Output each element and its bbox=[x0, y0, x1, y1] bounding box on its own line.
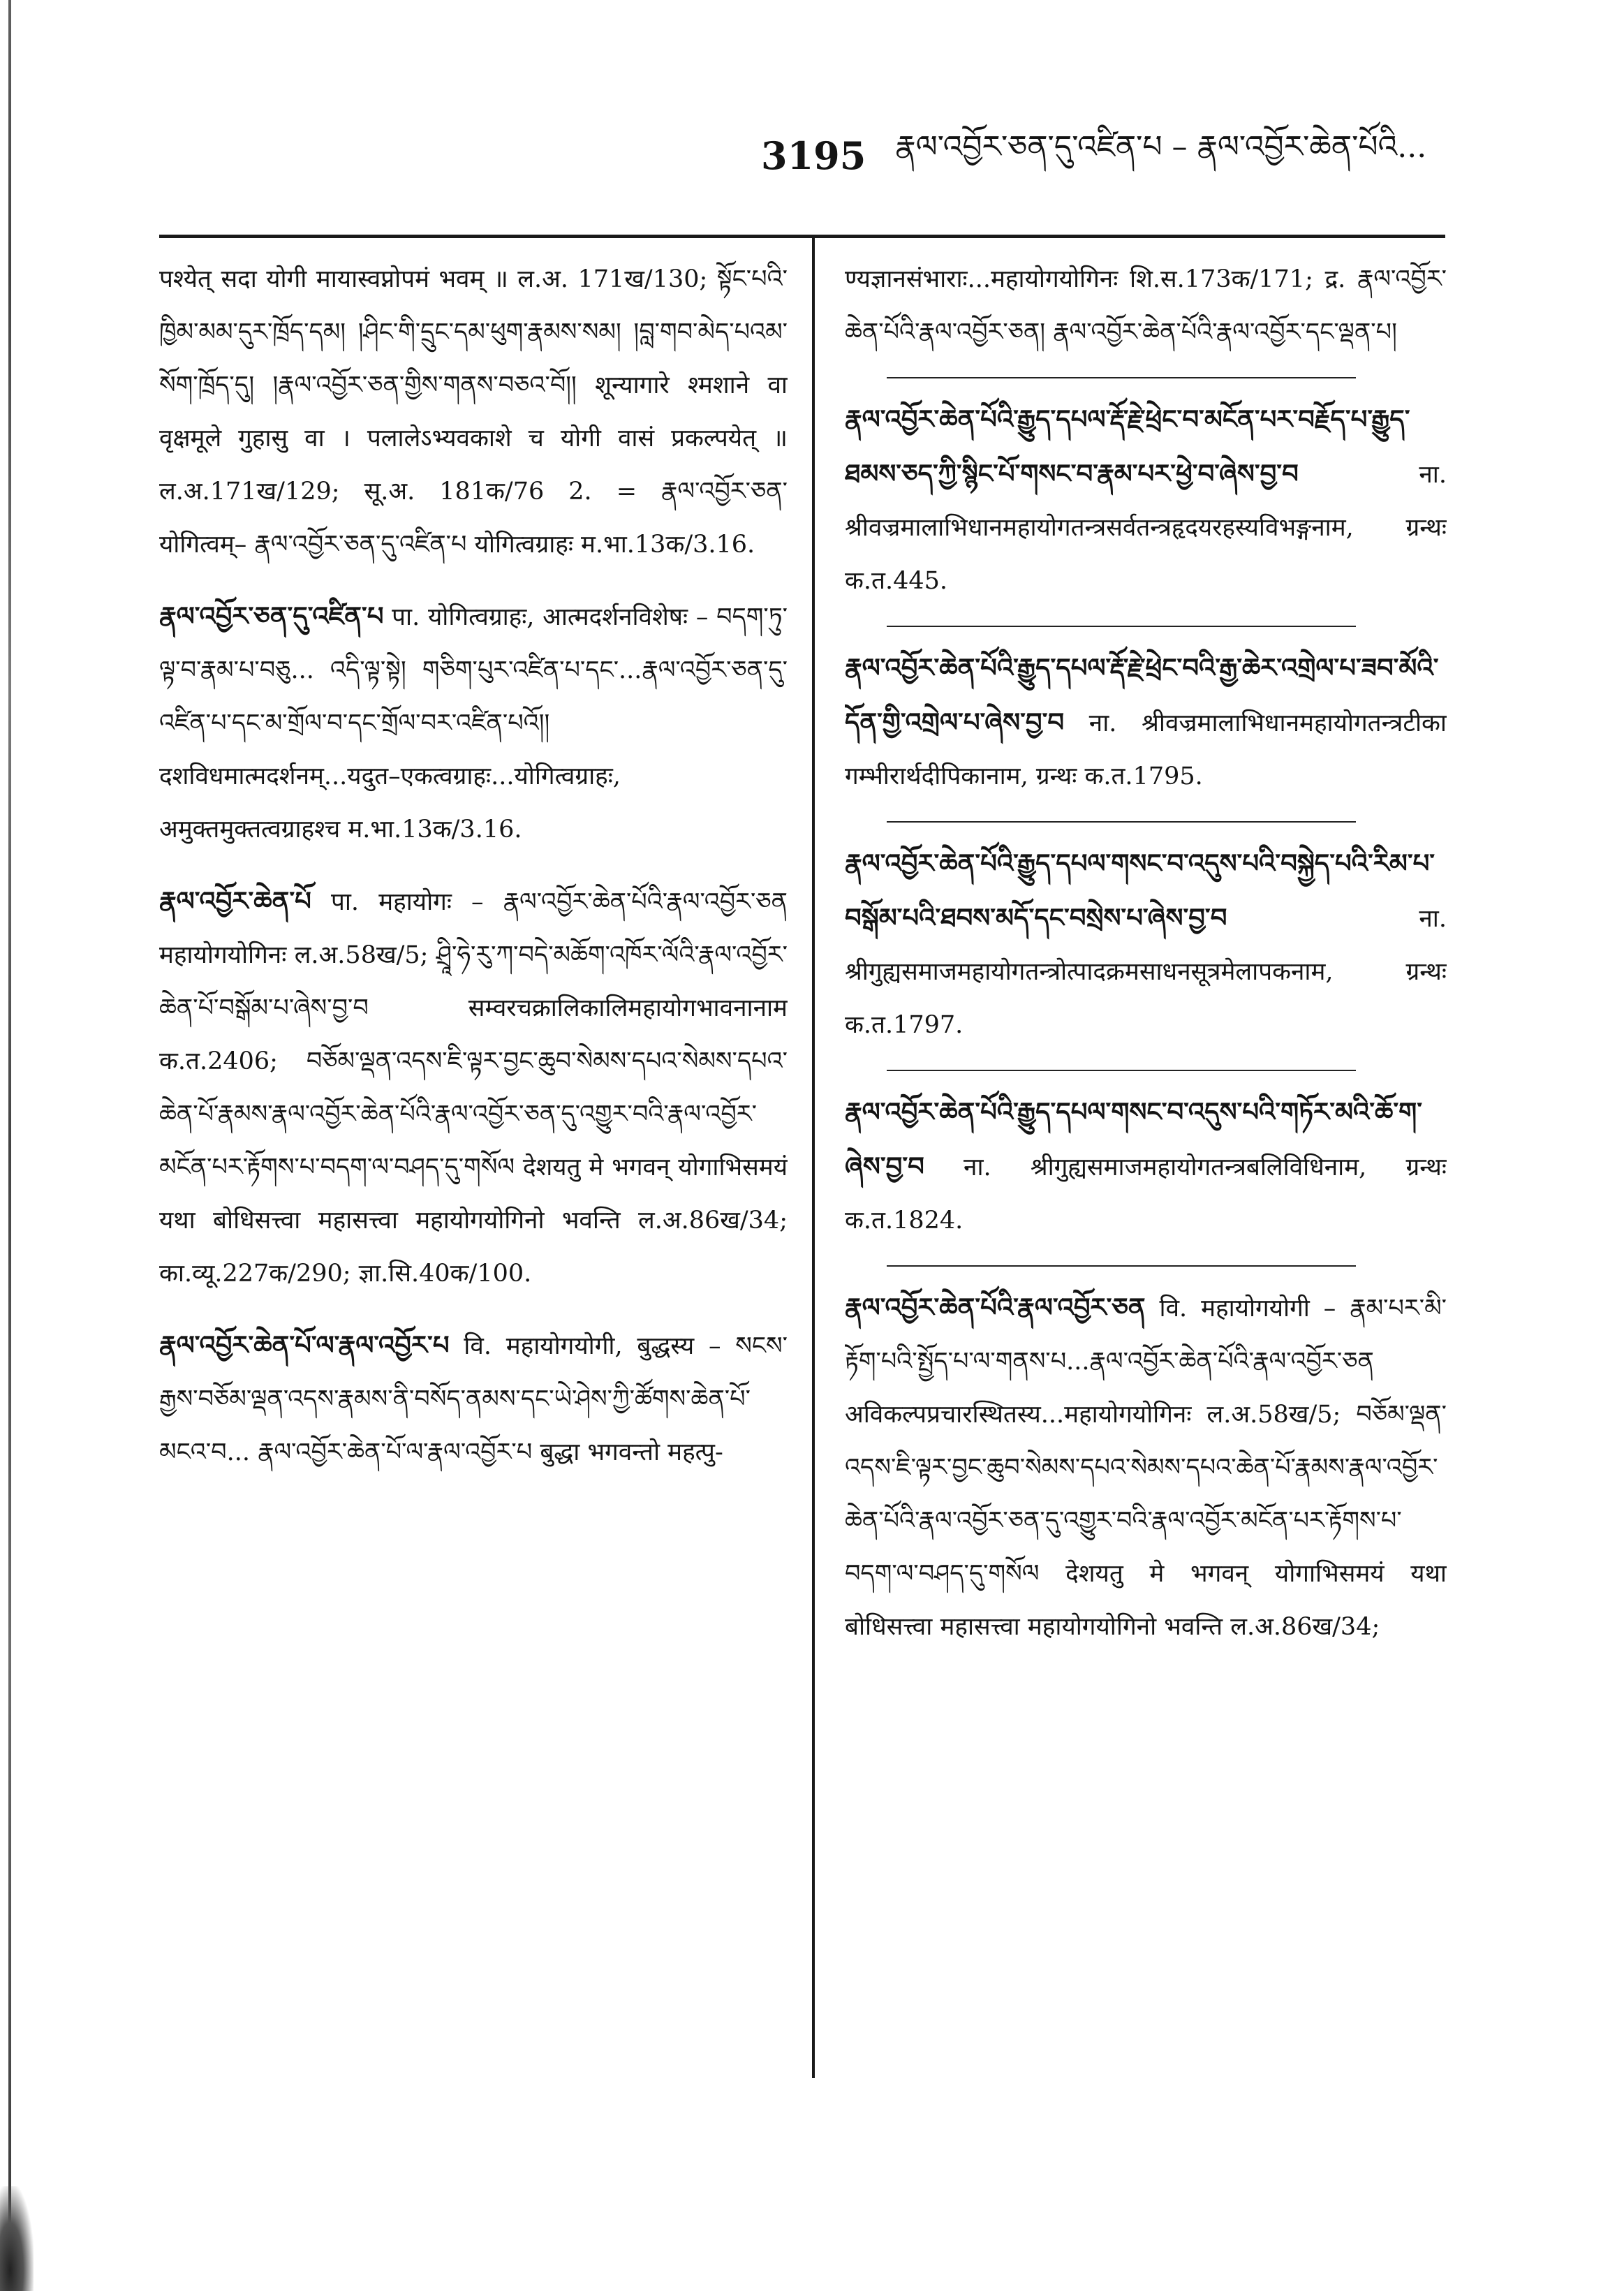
dictionary-entry bbox=[845, 251, 1447, 359]
entry-body: पश्येत् सदा योगी मायास्वप्नोपमं भवम् ॥ ल.अ. 171ख/130; སྟོང་པའི་ཁྱིམ་མམ་དུར་ཁྲོད་དམ། །ཤིང་གི་དྲུང་དམ་ཕུག་རྣམས་སམ། །བླ་གབ་མེད་པའམ་སོག་ཁྲོད་དུ། །རྣལ་འབྱོར་ཅན་གྱིས་གནས་བཅའ་བོ།། शून्यागारे श्मशाने वा वृक्षमूले गुहासु वा । पलालेऽभ्यवकाशे च योगी वासं प्रकल्पयेत् ॥ ल.अ.171ख/129; सू.अ. 181क/76 2. = རྣལ་འབྱོར་ཅན་ योगित्वम्– རྣལ་འབྱོར་ཅན་དུ་འཛིན་པ योगित्वग्राहः म.भा.13क/3.16. bbox=[159, 265, 788, 559]
entry-body: वि. महायोगयोगी, बुद्धस्य – སངས་རྒྱས་བཅོམ་ལྡན་འདས་རྣམས་ནི་བསོད་ནམས་དང་ཡེ་ཤེས་ཀྱི་ཚོགས་ཆེན་པོ་མངའ་བ... རྣལ་འབྱོར་ཆེན་པོ་ལ་རྣལ་འབྱོར་པ बुद्धा भगवन्तो महत्पु- bbox=[159, 1332, 788, 1466]
entry-body: ना. श्रीवज्रमालाभिधानमहायोगतन्त्रटीका गम्भीरार्थदीपिकानाम, ग्रन्थः क.त.1795. bbox=[845, 709, 1447, 790]
dictionary-entry bbox=[845, 392, 1447, 607]
entry-body: ना. श्रीगुह्यसमाजमहायोगतन्त्रबलिविधिनाम, ग्रन्थः क.त.1824. bbox=[845, 1154, 1447, 1235]
entry-body: ण्यज्ञानसंभाराः...महायोगयोगिनः शि.स.173क/171; द्र. རྣལ་འབྱོར་ཆེན་པོའི་རྣལ་འབྱོར་ཅན། རྣལ་འབྱོར་ཆེན་པོའི་རྣལ་འབྱོར་དང་ལྡན་པ། bbox=[845, 265, 1447, 346]
entry-headword: རྣལ་འབྱོར་ཆེན་པོའི་རྒྱུད་དཔལ་རྡོ་རྗེ་ཕྲེང་བའི་རྒྱ་ཆེར་འགྲེལ་པ་ཟབ་མོའི་དོན་གྱི་འགྲེལ་པ་ཞེས་བྱ་བ bbox=[845, 652, 1439, 737]
entry-headword: རྣལ་འབྱོར་ཆེན་པོའི་རྒྱུད་དཔལ་གསང་བ་འདུས་པའི་གཏོར་མའི་ཆོ་ག་ཞེས་བྱ་བ bbox=[845, 1096, 1422, 1181]
entry-separator bbox=[887, 377, 1356, 378]
entry-separator bbox=[887, 821, 1356, 823]
dictionary-entry bbox=[159, 589, 788, 856]
entry-body: ना. श्रीवज्रमालाभिधानमहायोगतन्त्रसर्वतन्त्रहृदयरहस्यविभङ्गनाम, ग्रन्थः क.त.445. bbox=[845, 461, 1447, 595]
dictionary-entry bbox=[159, 874, 788, 1300]
column-divider bbox=[812, 235, 815, 2078]
running-head: རྣལ་འབྱོར་ཅན་དུ་འཛིན་པ – རྣལ་འབྱོར་ཆེན་པོའི... bbox=[895, 129, 1427, 165]
entry-headword: རྣལ་འབྱོར་ཆེན་པོ bbox=[159, 885, 311, 916]
entry-body: पा. महायोगः – རྣལ་འབྱོར་ཆེན་པོའི་རྣལ་འབྱོར་ཅན महायोगयोगिनः ल.अ.58ख/5; ཤྲཱི་ཧེ་རུ་ཀ་བདེ་མཆོག་འཁོར་ལོའི་རྣལ་འབྱོར་ཆེན་པོ་བསྒོམ་པ་ཞེས་བྱ་བ सम्वरचक्रालिकालिमहायोगभावनानाम क.त.2406; བཅོམ་ལྡན་འདས་ཇི་ལྟར་བྱང་ཆུབ་སེམས་དཔའ་སེམས་དཔའ་ཆེན་པོ་རྣམས་རྣལ་འབྱོར་ཆེན་པོའི་རྣལ་འབྱོར་ཅན་དུ་འགྱུར་བའི་རྣལ་འབྱོར་མངོན་པར་རྟོགས་པ་བདག་ལ་བཤད་དུ་གསོལ देशयतु मे भगवन् योगाभिसमयं यथा बोधिसत्त्वा महासत्त्वा महायोगयोगिनो भवन्ति ल.अ.86ख/34; का.व्यू.227क/290; ज्ञा.सि.40क/100. bbox=[159, 888, 788, 1288]
entry-headword: རྣལ་འབྱོར་ཆེན་པོའི་རྒྱུད་དཔལ་གསང་བ་འདུས་པའི་བསྐྱེད་པའི་རིམ་པ་བསྒོམ་པའི་ཐབས་མདོ་དང་བསྲེས་པ་ཞེས་བྱ་བ bbox=[845, 848, 1435, 933]
entry-separator bbox=[887, 1265, 1356, 1267]
page-header bbox=[761, 124, 1473, 187]
entry-body: पा. योगित्वग्राहः, आत्मदर्शनविशेषः – བདག་ཏུ་ལྟ་བ་རྣམ་པ་བཅུ... འདི་ལྟ་སྟེ། གཅིག་པུར་འཛིན་པ་དང་...རྣལ་འབྱོར་ཅན་དུ་འཛིན་པ་དང་མ་གྲོལ་བ་དང་གྲོལ་བར་འཛིན་པའོ།། दशविधमात्मदर्शनम्...यदुत–एकत्वग्राहः...योगित्वग्राहः, अमुक्तमुक्तत्वग्राहश्च म.भा.13क/3.16. bbox=[159, 603, 788, 844]
dictionary-entry bbox=[845, 1085, 1447, 1247]
left-column bbox=[159, 251, 788, 2081]
dictionary-entry bbox=[159, 251, 788, 571]
entry-headword: རྣལ་འབྱོར་ཆེན་པོའི་རྣལ་འབྱོར་ཅན bbox=[845, 1292, 1146, 1323]
entry-body: ना. श्रीगुह्यसमाजमहायोगतन्त्रोत्पादक्रमसाधनसूत्रमेलापकनाम, ग्रन्थः क.त.1797. bbox=[845, 905, 1447, 1039]
entry-body: वि. महायोगयोगी – རྣམ་པར་མི་རྟོག་པའི་སྤྱོད་པ་ལ་གནས་པ...རྣལ་འབྱོར་ཆེན་པོའི་རྣལ་འབྱོར་ཅན अविकल्पप्रचारस्थितस्य...महायोगयोगिनः ल.अ.58ख/5; བཅོམ་ལྡན་འདས་ཇི་ལྟར་བྱང་ཆུབ་སེམས་དཔའ་སེམས་དཔའ་ཆེན་པོ་རྣམས་རྣལ་འབྱོར་ཆེན་པོའི་རྣལ་འབྱོར་ཅན་དུ་འགྱུར་བའི་རྣལ་འབྱོར་མངོན་པར་རྟོགས་པ་བདག་ལ་བཤད་དུ་གསོལ देशयतु मे भगवन् योगाभिसमयं यथा बोधिसत्त्वा महासत्त्वा महायोगयोगिनो भवन्ति ल.अ.86ख/34; bbox=[845, 1295, 1447, 1641]
entry-headword: རྣལ་འབྱོར་ཆེན་པོའི་རྒྱུད་དཔལ་རྡོ་རྗེ་ཕྲེང་བ་མངོན་པར་བརྗོད་པ་རྒྱུད་ཐམས་ཅད་ཀྱི་སྙིང་པོ་གསང་བ་རྣམ་པར་ཕྱེ་བ་ཞེས་བྱ་བ bbox=[845, 404, 1410, 489]
entry-headword: རྣལ་འབྱོར་ཅན་དུ་འཛིན་པ bbox=[159, 601, 384, 631]
dictionary-entry bbox=[845, 641, 1447, 803]
entry-headword: རྣལ་འབྱོར་ཆེན་པོ་ལ་རྣལ་འབྱོར་པ bbox=[159, 1329, 450, 1360]
dictionary-entry bbox=[845, 837, 1447, 1052]
page-number: 3195 bbox=[761, 133, 866, 178]
entry-separator bbox=[887, 626, 1356, 627]
scan-edge-shadow bbox=[8, 0, 11, 2291]
dictionary-entry bbox=[845, 1281, 1447, 1653]
header-rule bbox=[159, 235, 1445, 238]
right-column bbox=[845, 251, 1447, 2081]
scan-corner-shadow bbox=[0, 2186, 34, 2291]
entry-separator bbox=[887, 1070, 1356, 1071]
dictionary-entry bbox=[159, 1318, 788, 1479]
